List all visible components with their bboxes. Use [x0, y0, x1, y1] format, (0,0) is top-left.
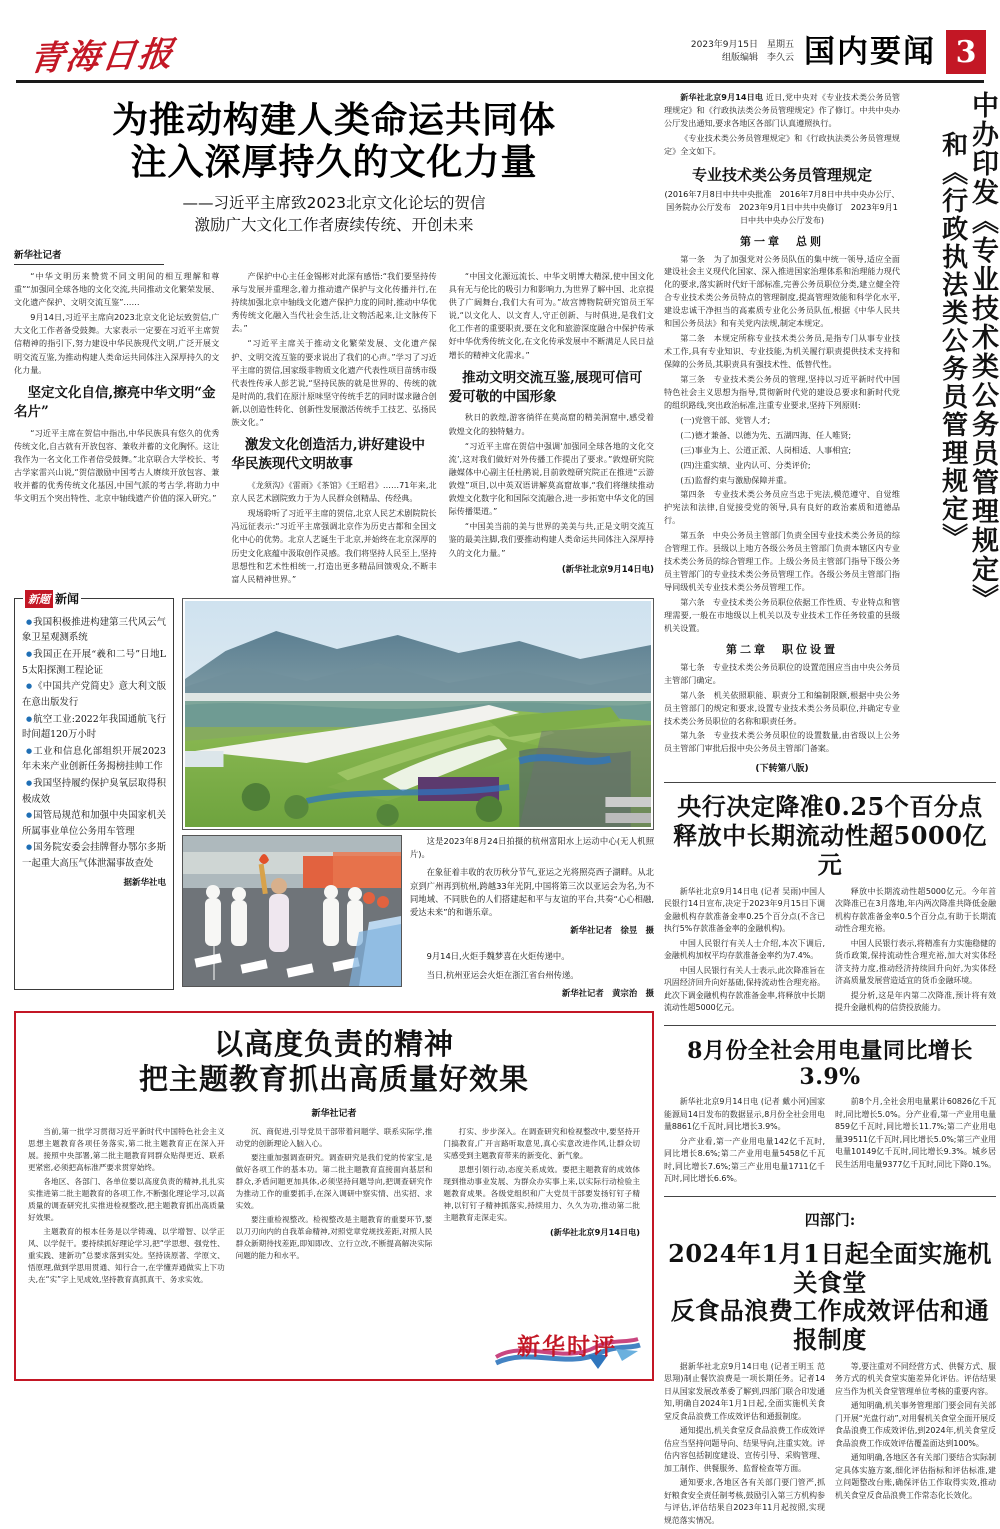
- lead-subhead-3: 推动文明交流互鉴,展现可信可爱可敬的中国形象: [448, 369, 643, 405]
- brief-list: [22, 615, 166, 872]
- paragraph: 通知要求,各地区各有关部门要门管严,抓好粮食安全责任制考核,鼓励引入第三方机构参与评估,评估结果自2023年11月起按照,实现规范落实情况。: [664, 1478, 825, 1525]
- story4-columns: [664, 1361, 996, 1529]
- paragraph: 各地区、各部门、各单位要以高度负责的精神,扎扎实实推进第二批主题教育的各项工作,不断强化理论学习,以高质量的调查研究扎实推进检视整改,把主题教育抓出高质量好效果。: [28, 1176, 225, 1222]
- list-item[interactable]: ● 国管局规范和加强中央国家机关所属事业单位公务用车管理: [22, 808, 166, 839]
- lead-headline-line1: 为推动构建人类命运共同体: [111, 99, 556, 141]
- paragraph: [664, 91, 900, 130]
- story-central-bank: [664, 782, 996, 1016]
- lead-end-credit: (新华社北京9月14日电): [561, 563, 654, 574]
- story4-headline-line2: 反食品浪费工作成效评估和通报制度: [670, 1296, 990, 1355]
- paragraph: 前8个月,全社会用电量累计60826亿千瓦时,同比增长5.0%。分产业看,第一产业用电量859亿千瓦时,同比增长11.7%;第二产业用电量39511亿千瓦时,同比增长5.0%;第三产业用电量10149亿千瓦时,同比增长9.3%。城乡居民生活用电量9377亿千瓦时,同比下降0.1%。: [835, 1097, 996, 1169]
- chapter-heading-2: 第二章 职位设置: [726, 642, 838, 656]
- caption-column: [410, 835, 654, 999]
- paragraph: 据新华社北京9月14日电 (记者王明玉 范思翔)制止餐饮浪费是一项长期任务。记者14日从国家发展改革委了解到,四部门联合印发通知,明确自2024年1月1日起,全面实施机关食堂反食品浪费工作成效评估和通报制度。: [664, 1361, 825, 1421]
- main-photo-credit: 新华社记者 徐昱 摄: [570, 925, 654, 936]
- masthead: [14, 0, 986, 80]
- body-grid: [14, 91, 998, 1529]
- paragraph: 当前,第一批学习贯彻习近平新时代中国特色社会主义思想主题教育各项任务落实,第二批主题教育正在深入开展。接照中央部署,第二批主题教育同群众贴得更近、联系更紧密,必须把高标准严要求贯穿始终。: [28, 1126, 225, 1172]
- document-title: 专业技术类公务员管理规定: [691, 165, 872, 184]
- divider: [664, 1196, 996, 1197]
- vertical-headline-line2: 和《行政执法类公务员管理规定》: [937, 131, 968, 551]
- document-meta: (2016年7月8日中共中央批准 2016年7月8日中共中央办公厅、国务院办公厅发布 2023年9月1日中共中央修订 2023年9月1日中共中央办公厅发布): [664, 188, 900, 225]
- commentary-column-1: [28, 1126, 225, 1288]
- paragraph: 第八条 机关依照职能、职责分工和编制限额,根据中央公务员主管部门的规定和要求,设置专业技术类公务员职位,并确定专业技术类公务员职位的名称和职责任务。: [664, 689, 900, 726]
- paragraph: (三)事业为上、公道正派、人岗相适、人事相宜;: [680, 444, 852, 455]
- story2-column-1: [664, 886, 825, 1017]
- paragraph: (五)监督约束与激励保障并重。: [680, 474, 792, 485]
- xinhua-commentary-seal: [492, 1319, 642, 1371]
- divider: [664, 1025, 996, 1026]
- lead-subhead-2: 激发文化创造活力,讲好建设中华民族现代文明故事: [231, 437, 426, 473]
- paragraph: 产保护中心主任金锡彬对此深有感悟:“我们要坚持传承与发展并重理念,着力推动遗产保护与文化传播并行,在持续加强北京中轴线文化遗产保护力度的同时,推动中华优秀传统文化融入当代社会生活,让文物活起来,让文脉传下去。”: [231, 270, 437, 334]
- paragraph: 第五条 中央公务员主管部门负责全国专业技术类公务员的综合管理工作。县级以上地方各级公务员主管部门负责本辖区内专业技术类公务员的综合管理工作。上级公务员主管部门指导下级公务员主管部门的专业技术类公务员管理工作。各级公务员主管部门指导同级机关专业技术类公务员管理工作。: [664, 530, 900, 592]
- list-item[interactable]: ● 航空工业:2022年我国通航飞行时间超120万小时: [22, 712, 166, 743]
- paragraph: “中国文化源远流长、中华文明博大精深,使中国文化具有无与伦比的吸引力和影响力,为世界了解中国、北京提供了广阔舞台,我们大有可为。”故宫博物院研究馆员王军说,“以文化人、以文育人,守正创新、与时俱进,是我们文化工作者的重要职责,要在文化和旅游深度融合中保护传承好中华优秀传统文化,在文化传承发展中不断满足人民日益增长的精神文化需求。”: [448, 270, 654, 360]
- section-title: 国内要闻: [804, 33, 936, 70]
- paragraph: 《龙须沟》《雷雨》《茶馆》《王昭君》……71年来,北京人民艺术剧院致力于为人民群众创精品、传经典。: [231, 479, 437, 504]
- paragraph: 要注重加强调查研究。调查研究是我们党的传家宝,是做好各项工作的基本功。第二批主题教育直接面向基层和群众,矛盾问题更加具体,必须坚持问题导向,把调查研究作为推动工作的重要抓手,在深入调研中察实情、出实招、求实效。: [235, 1152, 433, 1210]
- left-zone: [14, 91, 654, 1529]
- paragraph: (四)注重实绩、业内认可、分类评价;: [680, 459, 811, 470]
- lead-column-3: [449, 270, 654, 588]
- jump-line: (下转第八版): [755, 764, 809, 775]
- paragraph: “习近平主席在贺信中指出,中华民族具有悠久的优秀传统文化,自古就有开放包容、兼收并蓄的文化胸怀。这让我作为一名文化工作者倍受鼓舞。”北京联合大学校长、考古学家雷兴山说,“贺信激励中国考古人赓续开放包容、兼收并蓄的优秀传统文化基因,中国气派的考古学,将助力中华文明五个突出特性、北京中轴线遗产价值的深入研究。”: [14, 427, 220, 504]
- lead-subheadline: [14, 192, 654, 237]
- photo-zone: [182, 598, 654, 999]
- lead-paragraph: 近日,党中央对《专业技术类公务员管理规定》和《行政执法类公务员管理规定》作了修订。中共中央办公厅发出通知,要求各地区各部门认真遵照执行。: [664, 92, 900, 128]
- brief-tag-red: 新题: [25, 590, 53, 608]
- paragraph: 第七条 专业技术类公务员职位的设置范围应当由中央公务员主管部门确定。: [664, 661, 900, 685]
- masthead-right: [691, 30, 986, 74]
- paragraph: 第六条 专业技术类公务员职位依据工作性质、专业特点和管理需要,一般在市地级以上机关以及专业技术工作任务较重的县级机关设置。: [664, 596, 900, 633]
- story-canteen: [664, 1196, 996, 1529]
- paragraph: “习近平主席在贺信中强调‘加强同全球各地的文化交流’,这对我们做好对外传播工作提出了要求。”敦煌研究院融媒体中心副主任杜鹃说,目前敦煌研究院正在推进“云游敦煌”项目,以中英双语讲解莫高窟故事,“我们将继续推动敦煌文化数字化和国际交流融合,进一步拓宽中华文化的国际传播渠道。”: [448, 440, 654, 517]
- paragraph: 等,要注重对不同经营方式、供餐方式、服务方式的机关食堂实施差异化评估。评估结果应当作为机关食堂管理单位考核的重要内容。: [835, 1361, 996, 1396]
- story3-column-2: [835, 1096, 996, 1187]
- paragraph: 主题教育的根本任务是以学铸魂、以学增智、以学正风、以学促干。要持续抓好理论学习,把“学思想、强党性、重实践、建新功”总要求落到实处。坚持读原著、学原文、悟原理,做到学思用贯通、知行合一,在学懂弄通做实上下功夫,在“实”字上见成效,坚持教育真抓真干、务求实效。: [28, 1226, 225, 1284]
- story3-headline: 8月份全社会用电量同比增长3.9%: [687, 1037, 973, 1090]
- paragraph: 第九条 专业技术类公务员职位的设置数量,由省级以上公务员主管部门审批后报中央公务员主管部门备案。: [664, 730, 900, 754]
- seal-label: 新华时评: [517, 1333, 617, 1361]
- small-photo-caption-1: 9月14日,火炬手魏梦喜在火炬传递中。: [426, 951, 570, 962]
- chapter-heading-1: 第一章 总则: [740, 234, 824, 248]
- brief-credit: 据新华社电: [123, 877, 166, 888]
- paragraph: 秋日的敦煌,游客徜徉在莫高窟的精美洞窟中,感受着敦煌文化的独特魅力。: [448, 412, 654, 436]
- story4-column-2: [835, 1361, 996, 1529]
- paragraph: (一)党管干部、党管人才;: [680, 414, 771, 425]
- editor-credit: 组版编辑 李久云: [721, 53, 794, 63]
- story3-columns: [664, 1096, 996, 1187]
- list-item[interactable]: ● 工业和信息化部组织开展2023年未来产业创新任务揭榜挂帅工作: [22, 744, 166, 775]
- story2-headline: [664, 793, 996, 879]
- small-photo-caption-2: 当日,杭州亚运会火炬在浙江省台州传递。: [426, 969, 579, 980]
- paragraph: 提分析,这是年内第二次降准,预计将有效提升金融机构的信贷投放能力。: [835, 990, 996, 1013]
- main-photo-body: 在象征着丰收的农历秋分节气,亚运之光将照亮西子湖畔。从北京到广州再到杭州,跨越33年光阴,中国将第三次以亚运会为名,为不同地域、不同肤色的人们搭建起和平与友谊的平台,共奏“心心相融,爱达未来”的和谐乐章。: [410, 867, 654, 918]
- paragraph: “中国美当前的美与世界的美美与共,正是文明交流互鉴的最美注脚,我们要推动构建人类命运共同体注入深厚持久的文化力量。”: [448, 521, 654, 558]
- commentary-box: [14, 1011, 654, 1381]
- masthead-meta: [691, 39, 794, 66]
- news-brief-tag: [23, 590, 81, 608]
- paragraph: 思想引领行动,态度关系成效。要把主题教育的成效体现到推动事业发展、为群众办实事上来,以实际行动检验主题教育成果。各级党组织和广大党员干部要发扬钉钉子精神,以钉钉子精神抓落实,持续用力、久久为功,推动第二批主题教育走深走实。: [443, 1164, 641, 1222]
- paragraph: 沉、商促进,引导党员干部带着问题学、联系实际学,推动党的创新理论入脑入心。: [235, 1126, 433, 1148]
- lead-column-2: [231, 270, 436, 588]
- right-zone: [664, 91, 996, 1529]
- story-electricity: [664, 1025, 996, 1188]
- aerial-venue-photo: [185, 601, 651, 827]
- dateline: 新华社北京9月14日电: [680, 92, 764, 102]
- commentary-column-3: [443, 1126, 640, 1288]
- publication-date: 2023年9月15日 星期五: [690, 39, 794, 50]
- paragraph: 通知明确,机关事务管理部门要会同有关部门开展“光盘行动”,对用餐机关食堂全面开展反食品浪费工作成效评估,到2024年,机关食堂反食品浪费工作成效评估覆盖面达到100%。: [835, 1401, 996, 1448]
- lead-headline: [14, 91, 654, 184]
- main-photo-caption: 这是2023年8月24日拍摄的杭州富阳水上运动中心(无人机照片)。: [410, 835, 654, 860]
- news-brief-box: [14, 592, 174, 990]
- commentary-headline-line1: 以高度负责的精神: [213, 1026, 454, 1061]
- story2-headline-line1: 央行决定降准0.25个百分点: [677, 792, 983, 822]
- story2-headline-line2: 释放中长期流动性超5000亿元: [673, 821, 987, 879]
- lead-column-1: [14, 270, 219, 588]
- divider: [664, 782, 996, 783]
- story2-columns: [664, 886, 996, 1017]
- paragraph: 分产业看,第一产业用电量142亿千瓦时,同比增长8.6%;第二产业用电量5458亿千瓦时,同比增长7.6%;第三产业用电量1711亿千瓦时,同比增长6.6%。: [664, 1136, 825, 1184]
- paragraph: 9月14日,习近平主席向2023北京文化论坛致贺信,广大文化工作者备受鼓舞。大家表示一定要在习近平主席贺信精神的指引下,努力建设中华民族现代文明,广泛开展文明交流互鉴,为推动构建人类命运共同体注入深厚持久的文化力量。: [14, 312, 220, 375]
- story4-column-1: [664, 1361, 825, 1529]
- regulation-article: [664, 91, 900, 774]
- paragraph: 第一条 为了加强党对公务员队伍的集中统一领导,适应全面建设社会主义现代化国家、深入推进国家治理体系和治理能力现代化的要求,落实新时代好干部标准,完善公务员职位分类,建立健全符合专业技术类公务员特点的管理制度,提高管理效能和科学化水平,建设忠诚干净担当的高素质专业化公务员队伍,根据《中华人民共和国公务员法》和有关党内法规,制定本规定。: [664, 253, 900, 329]
- lead-sub-line1: ——习近平主席致2023北京文化论坛的贺信: [182, 193, 486, 212]
- paragraph: 打实、步步深入。在调查研究和检视整改中,要坚持开门搞教育,广开言路听取意见,真心实意改进作风,让群众切实感受到主题教育带来的新变化、新气象。: [443, 1126, 641, 1160]
- list-item[interactable]: ● 我国坚持履约保护臭氧层取得积极成效: [22, 776, 166, 807]
- paragraph: 第二条 本规定所称专业技术类公务员,是指专门从事专业技术工作,具有专业知识、专业技能,为机关履行职责提供技术支持和保障的公务员,其职责具有强技术性、低替代性。: [664, 333, 900, 369]
- list-item[interactable]: ● 我国正在开展“羲和二号”日地L5太阳探测工程论证: [22, 647, 166, 678]
- vertical-headline: [904, 91, 996, 636]
- main-photo-frame: [182, 598, 654, 830]
- paragraph: 中国人民银行有关人士表示,此次降准旨在巩固经济回升向好基础,保持流动性合理充裕。此次下调金融机构存款准备金率,将释放中长期流动性超5000亿元。: [664, 965, 825, 1013]
- paragraph: 现场聆听了习近平主席的贺信,北京人民艺术剧院院长冯远征表示:“习近平主席强调北京作为历史古都和全国文化中心的优势。北京人艺诞生于北京,并始终在北京深厚的历史文化底蕴中汲取创作灵感。我们将坚持人民至上,坚持思想性和艺术性相统一,打造出更多精品回馈观众,不断丰富人民精神世界。”: [231, 508, 437, 584]
- paragraph: 要注重检视整改。检视整改是主题教育的重要环节,要以刀刃向内的自我革命精神,对照党章党规找差距,对照人民群众新期待找差距,即知即改、立行立改,不断提高解决实际问题的能力和水平。: [235, 1214, 433, 1260]
- story4-headline-line1: 2024年1月1日起全面实施机关食堂: [668, 1238, 992, 1297]
- commentary-headline: [28, 1027, 640, 1098]
- commentary-headline-line2: 把主题教育抓出高质量好效果: [138, 1062, 529, 1097]
- briefs-and-photos: [14, 592, 654, 999]
- paragraph: 新华社北京9月14日电 (记者 吴雨)中国人民银行14日宣布,决定于2023年9月15日下调金融机构存款准备金率0.25个百分点(不含已执行5%存款准备金率的金融机构)。: [664, 886, 825, 934]
- story4-kicker: 四部门:: [804, 1210, 856, 1229]
- small-photo-wrap: [182, 835, 402, 999]
- photo-caption-row: [182, 835, 654, 999]
- paragraph: 新华社北京9月14日电 (记者 戴小河)国家能源局14日发布的数据显示,8月份全社会用电量8861亿千瓦时,同比增长3.9%。: [664, 1097, 825, 1132]
- commentary-columns: [28, 1126, 640, 1288]
- lead-headline-line2: 注入深厚持久的文化力量: [130, 141, 538, 184]
- paragraph: 《专业技术类公务员管理规定》和《行政执法类公务员管理规定》全文如下。: [664, 132, 900, 156]
- story4-headline: [664, 1240, 996, 1355]
- newspaper-logo: 青海日报: [27, 34, 177, 80]
- paragraph: 中国人民银行有关人士介绍,本次下调后,金融机构加权平均存款准备金率约为7.4%。: [664, 938, 825, 961]
- paragraph: 释放中长期流动性超5000亿元。今年首次降准已在3月落地,年内两次降准共降低金融机构存款准备金率0.5个百分点,有助于长期流动性合理充裕。: [835, 886, 996, 934]
- list-item[interactable]: ● 我国积极推进构建第三代风云气象卫星观测系统: [22, 615, 166, 646]
- list-item[interactable]: ● 《中国共产党简史》意大利文版在意出版发行: [22, 679, 166, 710]
- torch-relay-photo: [182, 835, 402, 987]
- masthead-rule: [16, 80, 984, 83]
- paragraph: 第三条 专业技术类公务员的管理,坚持以习近平新时代中国特色社会主义思想为指导,贯彻新时代党的建设总要求和新时代党的组织路线,突出政治标准,注重专业要求,坚持下列原则:: [664, 373, 900, 410]
- list-item[interactable]: ● 国务院安委会挂牌督办鄂尔多斯一起重大高压气体泄漏事故查处: [22, 840, 166, 871]
- byline-divider: [14, 264, 164, 265]
- paragraph: (二)德才兼备、以德为先、五湖四海、任人唯贤;: [680, 429, 852, 440]
- page-number-badge: 3: [946, 30, 986, 74]
- paragraph: 通知明确,各地区各有关部门要结合实际制定具体实施方案,细化评估指标和评估标准,建立问题整改台账,确保评估工作取得实效,推动机关食堂反食品浪费工作常态化长效化。: [835, 1453, 996, 1500]
- story3-column-1: [664, 1096, 825, 1187]
- brief-tag-black: 新闻: [55, 592, 80, 607]
- paragraph: 通知提出,机关食堂反食品浪费工作成效评估应当坚持问题导向、结果导向,注重实效。评估内容包括制度建设、宣传引导、采购管理、加工制作、供餐服务、监督检查等方面。: [664, 1426, 825, 1473]
- vertical-headline-line1: 中办印发《专业技术类公务员管理规定》: [967, 91, 998, 613]
- lead-sub-line2: 激励广大文化工作者赓续传统、开创未来: [194, 216, 474, 235]
- lead-article-columns: [14, 270, 654, 588]
- commentary-byline: 新华社记者: [311, 1108, 357, 1119]
- paragraph: 第四条 专业技术类公务员应当忠于宪法,模范遵守、自觉维护宪法和法律,自觉接受党的领导,具有良好的政治素质和道德品行。: [664, 489, 900, 526]
- commentary-end-credit: (新华社北京9月14日电): [549, 1226, 641, 1237]
- lead-subhead-1: 坚定文化自信,擦亮中华文明“金名片”: [14, 384, 216, 420]
- commentary-column-2: [236, 1126, 433, 1288]
- lead-byline: 新华社记者: [14, 249, 62, 261]
- paragraph: “中华文明历来赞赏不同文明间的相互理解和尊重”“加强同全球各地的文化交流,共同推动文化繁荣发展、文化遗产保护、文明交流互鉴”……: [14, 270, 220, 308]
- small-photo-credit: 新华社记者 黄宗治 摄: [561, 987, 654, 998]
- story2-column-2: [835, 886, 996, 1017]
- paragraph: 中国人民银行表示,将精准有力实施稳健的货币政策,保持流动性合理充裕,加大对实体经济支持力度,推动经济持续回升向好,为实体经济高质量发展营造适宜的货币金融环境。: [835, 938, 996, 986]
- paragraph: “习近平主席关于推动文化繁荣发展、文化遗产保护、文明交流互鉴的要求说出了我们的心声。”学习了习近平主席的贺信,国家级非物质文化遗产代表性项目苗绣市级代表性传承人彭艺说,“坚持民族的就是世界的、传统的就是时尚的,我们在原汁原味坚守传统手艺的同时谋求融合创新,以创造性转化、创新性发展激活传统手工技艺、弘扬民族文化。”: [231, 338, 437, 428]
